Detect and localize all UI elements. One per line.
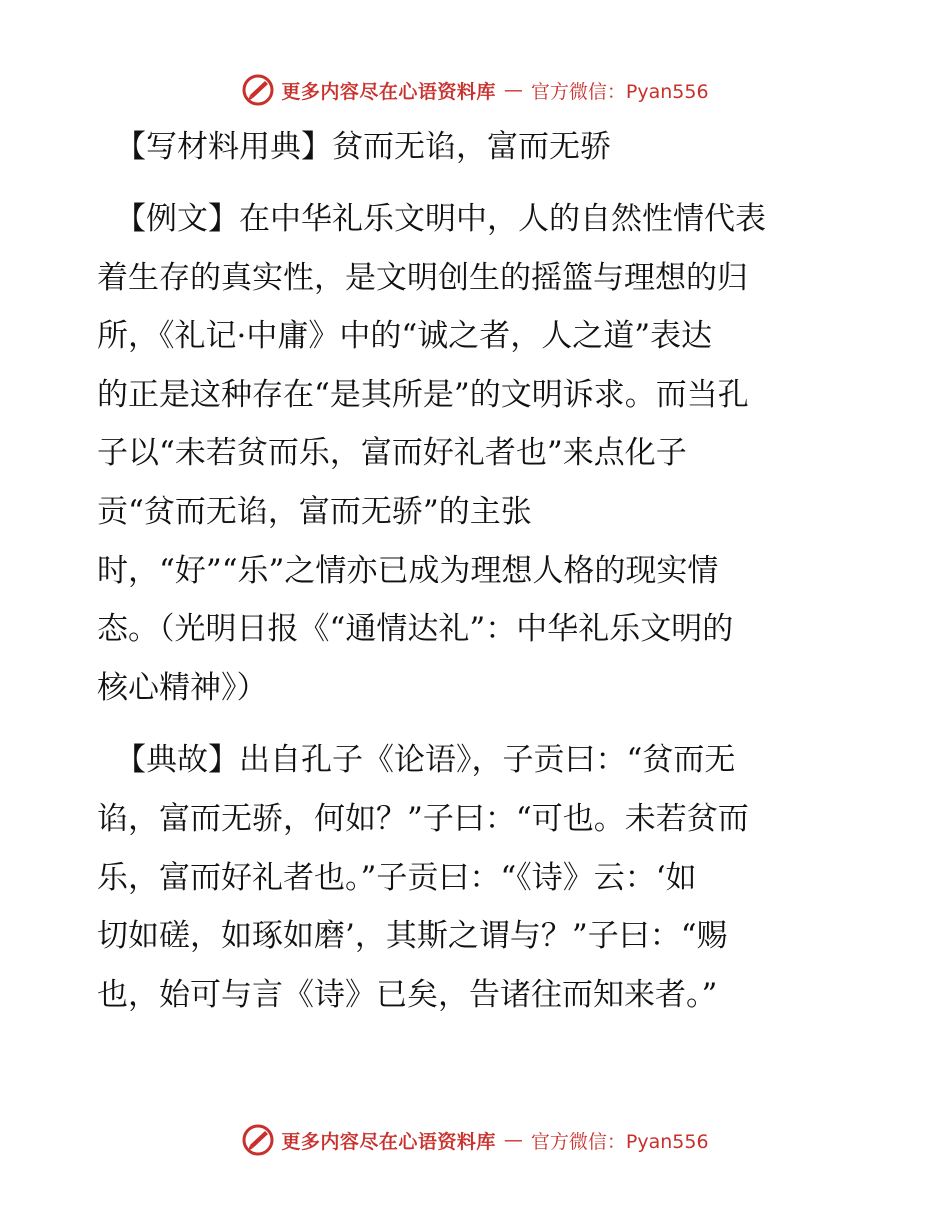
example-line: 时，“好”“乐”之情亦已成为理想人格的现实情 [97, 552, 719, 589]
footer-brand-bar [0, 1120, 950, 1160]
example-line: 核心精神》） [97, 669, 268, 706]
allusion-line: 切如磋，如琢如磨’，其斯之谓与？”子曰：“赐 [97, 918, 728, 955]
header-wechat-text: 官方微信：Pyan556 [530, 80, 709, 103]
allusion-paragraph [97, 731, 857, 1024]
header-dash: — [503, 79, 523, 101]
example-line: 着生存的真实性，是文明创生的摇篮与理想的归 [97, 259, 748, 296]
example-paragraph [97, 190, 857, 717]
header-brand-text: 更多内容尽在心语资料库 [281, 80, 496, 103]
allusion-line: 也，始可与言《诗》已矣，告诸往而知来者。” [97, 976, 718, 1013]
allusion-line: 【典故】出自孔子《论语》，子贡曰：“贫而无 [115, 742, 736, 779]
document-body [97, 118, 857, 1038]
example-line: 态。（光明日报《“通情达礼”：中华礼乐文明的 [97, 611, 734, 648]
brand-logo-icon [241, 1123, 275, 1157]
example-line: 【例文】在中华礼乐文明中，人的自然性情代表 [115, 201, 766, 237]
footer-brand-text: 更多内容尽在心语资料库 [281, 1130, 496, 1153]
allusion-line: 乐，富而好礼者也。”子贡曰：“《诗》云：‘如 [97, 859, 697, 896]
example-line: 子以“未若贫而乐，富而好礼者也”来点化子 [97, 435, 687, 472]
example-line: 贡“贫而无谄，富而无骄”的主张 [97, 493, 532, 530]
footer-wechat-text: 官方微信：Pyan556 [530, 1130, 709, 1153]
example-line: 所，《礼记·中庸》中的“诚之者，人之道”表达 [97, 318, 713, 355]
footer-dash: — [503, 1129, 523, 1151]
document-heading: 【写材料用典】贫而无谄，富而无骄 [115, 129, 611, 165]
example-line: 的正是这种存在“是其所是”的文明诉求。而当孔 [97, 376, 749, 413]
allusion-line: 谄，富而无骄，何如？”子曰：“可也。未若贫而 [97, 800, 749, 837]
brand-logo-icon [241, 73, 275, 107]
header-brand-bar [0, 70, 950, 110]
